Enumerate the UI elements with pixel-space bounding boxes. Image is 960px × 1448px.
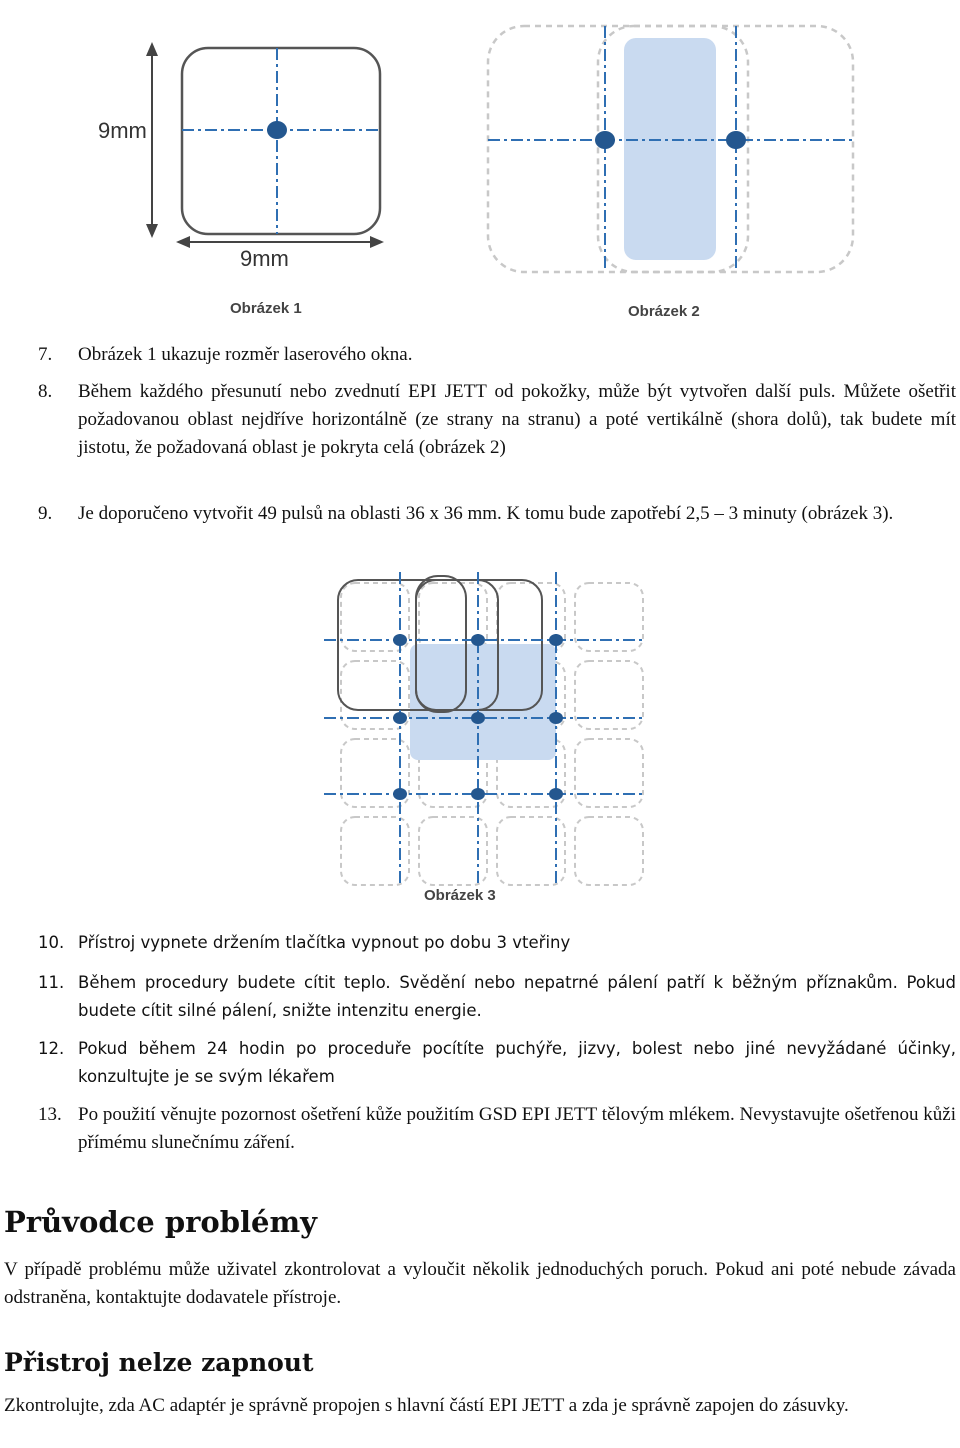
list-item-9	[38, 500, 956, 528]
list-text: Obrázek 1 ukazuje rozměr laserového okna.	[78, 344, 413, 365]
list-text: Po použití věnujte pozornost ošetření kůže použitím GSD EPI JETT tělovým mlékem. Nevystavujte ošetřenou kůži přímému slunečnímu záření.	[78, 1104, 956, 1153]
pulse-center-dot	[471, 634, 485, 646]
dashed-window	[341, 817, 409, 885]
dashed-window	[575, 817, 643, 885]
list-text: Během každého přesunutí nebo zvednutí EPI JETT od pokožky, může být vytvořen další puls. Můžete ošetřit požadovanou oblast nejdříve horizontálně (ze strany na stranu) a poté vertikálně (shora dolů), tak budete mít jistotu, že požadovaná oblast je pokryta celá (obrázek 2)	[78, 381, 956, 458]
list-number: 13.	[38, 1104, 62, 1125]
figure-1-caption: Obrázek 1	[230, 300, 302, 317]
list-number: 12.	[38, 1039, 65, 1058]
section-body-troubleshooting: V případě problému může uživatel zkontrolovat a vyloučit několik jednoduchých poruch. Pokud ani poté nebude závada odstraněna, kontaktujte dodavatele přístroje.	[4, 1259, 956, 1308]
list-item-10	[38, 929, 956, 957]
list-text: Je doporučeno vytvořit 49 pulsů na oblasti 36 x 36 mm. K tomu bude zapotřebí 2,5 – 3 minuty (obrázek 3).	[78, 503, 894, 524]
treated-area	[410, 644, 556, 760]
section-body-cannot-turn-on: Zkontrolujte, zda AC adaptér je správně propojen s hlavní částí EPI JETT a zda je správně zapojen do zásuvky.	[4, 1395, 849, 1416]
pulse-center-dot	[549, 712, 563, 724]
list-number: 8.	[38, 381, 53, 402]
laser-window-outline	[182, 48, 380, 234]
list-item-13	[38, 1101, 956, 1157]
pulse-center-dot	[393, 634, 407, 646]
list-text: Pokud během 24 hodin po proceduře pocítíte puchýře, jizvy, bolest nebo jiné nevyžádané účinky, konzultujte je se svým lékařem	[78, 1039, 956, 1086]
section-heading-troubleshooting: Průvodce problémy	[4, 1205, 318, 1239]
list-number: 10.	[38, 933, 65, 952]
list-item-8	[38, 378, 956, 462]
dashed-window	[497, 817, 565, 885]
pulse-center-dot	[471, 712, 485, 724]
list-item-12	[38, 1035, 956, 1091]
pulse-center-dot	[471, 788, 485, 800]
figure-2-caption: Obrázek 2	[628, 303, 700, 320]
dashed-window	[575, 739, 643, 807]
list-item-11	[38, 969, 956, 1025]
pulse-center-dot	[549, 788, 563, 800]
list-text: Během procedury budete cítit teplo. Svědění nebo nepatrné pálení patří k běžným příznakům. Pokud budete cítit silné pálení, snižte intenzitu energie.	[78, 973, 956, 1020]
list-number: 7.	[38, 344, 53, 365]
figure-3	[320, 568, 650, 908]
list-number: 9.	[38, 503, 53, 524]
overlap-area	[624, 38, 716, 260]
pulse-center-dot	[549, 634, 563, 646]
figure-3-caption: Obrázek 3	[424, 887, 496, 904]
width-label: 9mm	[240, 246, 289, 271]
figure-1	[90, 20, 400, 330]
dashed-window	[419, 817, 487, 885]
list-text: Přístroj vypnete držením tlačítka vypnout po dobu 3 vteřiny	[78, 933, 571, 952]
pulse-center-dot	[393, 788, 407, 800]
section-heading-cannot-turn-on: Přistroj nelze zapnout	[4, 1348, 314, 1377]
figure-2	[470, 10, 870, 330]
height-label: 9mm	[98, 118, 147, 143]
list-item-7	[38, 341, 956, 369]
list-number: 11.	[38, 973, 65, 992]
pulse-center-dot	[393, 712, 407, 724]
